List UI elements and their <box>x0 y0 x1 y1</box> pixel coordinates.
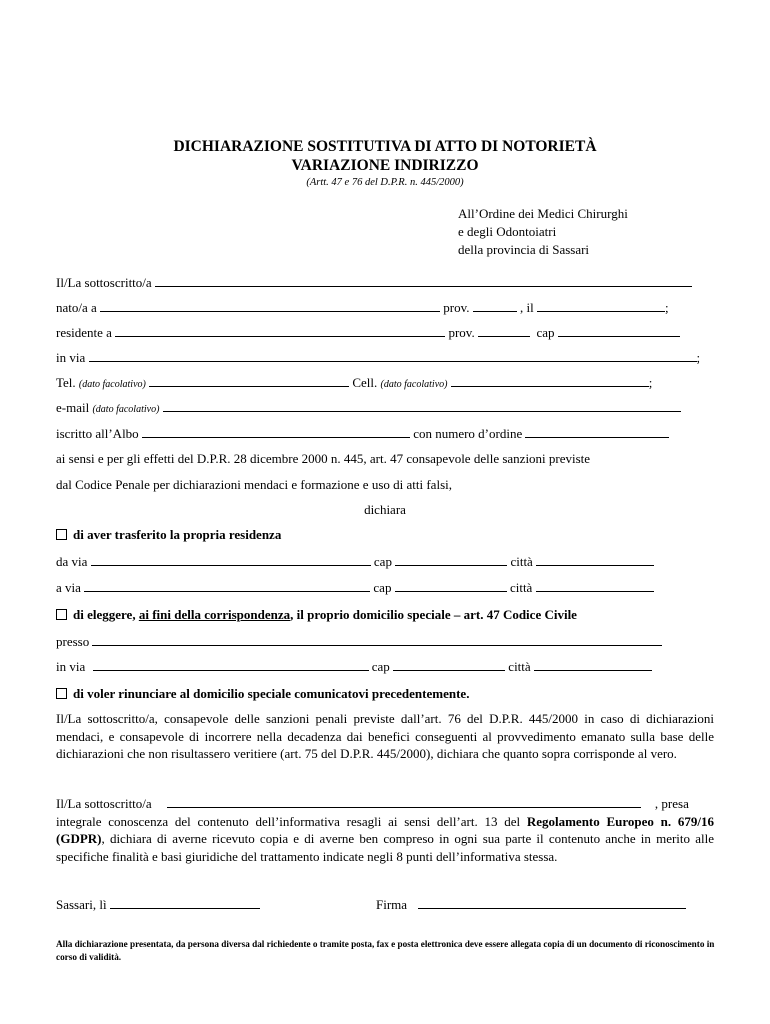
privacy-name-field[interactable] <box>167 797 641 808</box>
nato-field[interactable] <box>100 301 440 312</box>
document-title-line2: VARIAZIONE INDIRIZZO <box>291 157 479 174</box>
tel-semicolon: ; <box>648 375 653 390</box>
domicilio-via-field[interactable] <box>93 660 369 671</box>
firma-label: Firma <box>376 897 408 912</box>
privacy-start: Il/La sottoscritto/a <box>56 796 152 811</box>
domicilio-citta-field[interactable] <box>534 660 652 671</box>
option-residenza <box>56 527 281 543</box>
dichiara-heading: dichiara <box>364 502 406 517</box>
nato-prov-label: prov. <box>443 300 470 315</box>
a-via-field[interactable] <box>84 581 370 592</box>
footer-note: Alla dichiarazione presentata, da persona diversa dal richiedente o tramite posta, fax e posta elettronica deve essere allegata copia di un documento di riconoscimento in corso di validità. <box>56 939 715 962</box>
residente-prov-field[interactable] <box>478 326 530 337</box>
domicilio-cap-field[interactable] <box>393 660 505 671</box>
albo-label: iscritto all’Albo <box>56 426 139 441</box>
da-via-citta-label: città <box>510 554 533 569</box>
luogo-date-field[interactable] <box>110 898 260 909</box>
luogo-row <box>56 897 260 913</box>
luogo-label: Sassari, lì <box>56 897 107 912</box>
email-optional-label: (dato facolativo) <box>92 404 160 415</box>
domicilio-via-row <box>56 659 652 675</box>
da-via-cap-label: cap <box>373 554 392 569</box>
albo-row <box>56 426 669 442</box>
tel-row <box>56 375 652 391</box>
option-rinuncia <box>56 686 469 702</box>
recipient-line2: e degli Odontoiatri <box>458 224 557 239</box>
residente-row <box>56 325 680 341</box>
ai-sensi-line1: ai sensi e per gli effetti del D.P.R. 28 dicembre 2000 n. 445, art. 47 consapevole delle sanzioni previste <box>56 451 591 466</box>
numero-ordine-field[interactable] <box>525 427 669 438</box>
privacy-presa: , presa <box>654 796 689 811</box>
ai-sensi-line2: dal Codice Penale per dichiarazioni mendaci e formazione e uso di atti falsi, <box>56 477 452 492</box>
firma-field[interactable] <box>418 898 686 909</box>
option-residenza-label: di aver trasferito la propria residenza <box>73 527 282 542</box>
via-semicolon: ; <box>696 350 701 365</box>
presso-label: presso <box>56 634 90 649</box>
option-domicilio-suffix: , il proprio domicilio speciale – art. 47 Codice Civile <box>290 607 577 622</box>
residente-field[interactable] <box>115 326 445 337</box>
a-via-citta-label: città <box>509 580 533 595</box>
privacy-regulation: Regolamento Europeo n. 679/16 (GDPR) <box>56 813 714 846</box>
a-via-cap-label: cap <box>373 580 392 595</box>
option-domicilio-underlined: ai fini della corrispondenza <box>138 607 291 622</box>
residenza-checkbox[interactable] <box>56 529 67 540</box>
email-field[interactable] <box>163 401 681 412</box>
via-label: in via <box>56 350 86 365</box>
tel-field[interactable] <box>149 376 349 387</box>
document-subtitle: (Artt. 47 e 76 del D.P.R. n. 445/2000) <box>306 177 464 188</box>
nato-semicolon: ; <box>665 300 669 315</box>
da-via-field[interactable] <box>91 555 371 566</box>
da-via-cap-field[interactable] <box>395 555 507 566</box>
cell-label: Cell. <box>352 375 378 390</box>
email-row <box>56 400 681 416</box>
residente-cap-label: cap <box>536 325 555 340</box>
sottoscritto-label: Il/La sottoscritto/a <box>56 275 152 290</box>
albo-field[interactable] <box>142 427 410 438</box>
recipient-line3: della provincia di Sassari <box>458 242 590 257</box>
presso-row <box>56 634 662 650</box>
via-row <box>56 350 700 366</box>
domicilio-checkbox[interactable] <box>56 609 67 620</box>
domicilio-via-label: in via <box>56 659 86 674</box>
residente-prov-label: prov. <box>448 325 475 340</box>
option-domicilio <box>56 607 577 623</box>
a-via-row <box>56 580 654 596</box>
email-label: e-mail <box>56 400 90 415</box>
privacy-first-line <box>56 795 714 813</box>
a-via-label: a via <box>56 580 81 595</box>
sottoscritto-row <box>56 275 692 291</box>
firma-row <box>376 897 686 913</box>
privacy-body <box>56 813 714 866</box>
residente-cap-field[interactable] <box>558 326 680 337</box>
a-via-cap-field[interactable] <box>395 581 507 592</box>
sottoscritto-field[interactable] <box>155 276 692 287</box>
da-via-row <box>56 554 654 570</box>
residente-label: residente a <box>56 325 112 340</box>
da-via-citta-field[interactable] <box>536 555 654 566</box>
document-title-line1: DICHIARAZIONE SOSTITUTIVA DI ATTO DI NOTORIETÀ <box>173 138 597 155</box>
tel-optional-label: (dato facolativo) <box>78 379 146 390</box>
tel-label: Tel. <box>56 375 76 390</box>
option-rinuncia-label: di voler rinunciare al domicilio speciale comunicatovi precedentemente. <box>73 686 470 701</box>
nato-date-field[interactable] <box>537 301 665 312</box>
cell-optional-label: (dato facolativo) <box>380 379 448 390</box>
via-field[interactable] <box>89 351 697 362</box>
nato-prov-field[interactable] <box>473 301 517 312</box>
a-via-citta-field[interactable] <box>536 581 654 592</box>
nato-row <box>56 300 669 316</box>
privacy-text-b: , dichiara di averne ricevuto copia e di averne ben compreso in ogni sua parte il contenuto anche in merito alle specifiche finalità e basi giuridiche del trattamento indicate negli 8 punti dell’informativa stessa. <box>56 831 714 864</box>
declaration-paragraph: Il/La sottoscritto/a, consapevole delle sanzioni penali previste dall’art. 76 del D.P.R. 445/2000 in caso di dichiarazioni mendaci, e consapevole di incorrere nella decadenza dai benefici conseguenti al provvedimento emanato sulla base delle dichiarazioni che non risultassero veritiere (art. 75 del D.P.R. 445/2000), dichiara che quanto sopra corrisponde al vero. <box>56 711 714 761</box>
numero-ordine-label: con numero d’ordine <box>413 426 523 441</box>
recipient-line1: All’Ordine dei Medici Chirurghi <box>458 206 628 221</box>
presso-field[interactable] <box>92 635 662 646</box>
nato-label: nato/a a <box>56 300 97 315</box>
rinuncia-checkbox[interactable] <box>56 688 67 699</box>
domicilio-citta-label: città <box>508 659 531 674</box>
nato-il-label: , il <box>520 300 534 315</box>
domicilio-cap-label: cap <box>371 659 390 674</box>
cell-field[interactable] <box>451 376 649 387</box>
option-domicilio-prefix: di eleggere, <box>73 607 136 622</box>
da-via-label: da via <box>56 554 88 569</box>
privacy-text-a: integrale conoscenza del contenuto dell’informativa resagli ai sensi dell’art. 13 del <box>56 813 521 829</box>
privacy-paragraph <box>56 795 714 865</box>
